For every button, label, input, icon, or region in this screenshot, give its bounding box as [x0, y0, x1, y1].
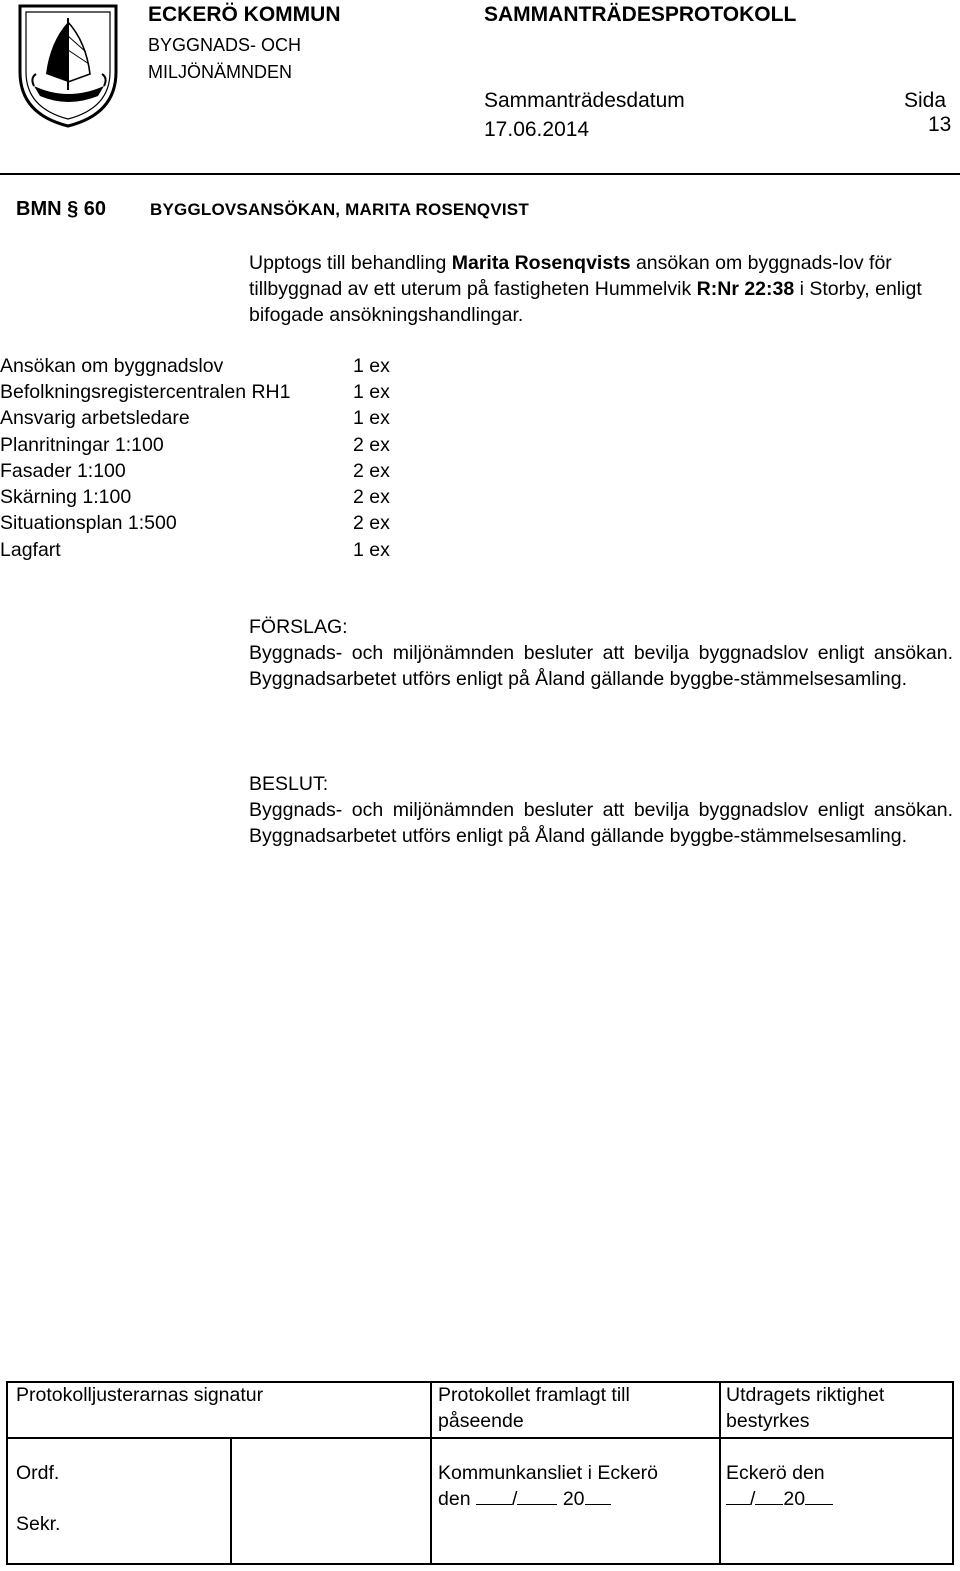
list-item: Ansökan om byggnadslov 1 ex — [0, 354, 390, 377]
board-name-line2: MILJÖNÄMNDEN — [148, 62, 293, 82]
intro-text-3: i Storby, enligt bifogade ansökningshandlingar. — [249, 278, 922, 326]
applicant-name: Marita Rosenqvists — [451, 252, 631, 274]
property-number: R:Nr 22:38 — [696, 278, 795, 300]
decision-section — [249, 771, 953, 849]
case-number: BMN § 60 — [16, 198, 107, 220]
secretary-label: Sekr. — [16, 1513, 61, 1535]
list-item: Skärning 1:100 2 ex — [0, 486, 390, 509]
decision-text: Byggnads- och miljönämnden besluter att bevilja byggnadslov enligt ansökan. Byggnadsarbetet utförs enligt på Åland gällande byggbe-stämmelsesamling. — [249, 799, 953, 847]
certification-date: / 20 — [726, 1486, 833, 1512]
proposal-section — [249, 614, 953, 692]
display-date: den / 20 — [438, 1486, 611, 1512]
chair-label: Ordf. — [16, 1462, 60, 1484]
decision-heading: BESLUT: — [249, 773, 329, 795]
document-type: SAMMANTRÄDESPROTOKOLL — [484, 3, 797, 26]
proposal-text: Byggnads- och miljönämnden besluter att bevilja byggnadslov enligt ansökan. Byggnadsarbetet utförs enligt på Åland gällande byggbe-stämmelsesamling. — [249, 642, 953, 690]
page-number: 13 — [928, 113, 952, 136]
list-item: Situationsplan 1:500 2 ex — [0, 512, 390, 535]
signature-table — [6, 1381, 954, 1565]
year-blank — [585, 1486, 611, 1505]
intro-paragraph — [249, 250, 954, 328]
table-divider — [430, 1383, 432, 1563]
list-item: Lagfart 1 ex — [0, 538, 390, 561]
intro-text-2: ansökan om byggnads-lov för tillbyggnad av ett uterum på fastigheten Hummelvik — [249, 252, 892, 300]
year-blank — [805, 1486, 833, 1505]
meeting-date-label: Sammanträdesdatum — [484, 89, 685, 112]
public-display-header: Protokollet framlagt till påseende — [438, 1384, 630, 1432]
day-blank — [476, 1486, 512, 1505]
intro-text-1: Upptogs till behandling — [249, 252, 452, 274]
municipality-name: ECKERÖ KOMMUN — [148, 3, 341, 26]
signature-header: Protokolljusterarnas signatur — [16, 1384, 264, 1406]
table-divider — [719, 1383, 721, 1563]
case-title: BYGGLOVSANSÖKAN, MARITA ROSENQVIST — [150, 200, 529, 219]
month-blank — [755, 1486, 783, 1505]
list-item: Fasader 1:100 2 ex — [0, 459, 390, 482]
certification-place: Eckerö den — [726, 1462, 825, 1484]
list-item: Planritningar 1:100 2 ex — [0, 433, 390, 456]
table-divider — [230, 1437, 232, 1563]
certification-header: Utdragets riktighet bestyrkes — [726, 1384, 885, 1432]
attachment-list — [0, 353, 420, 563]
list-item: Befolkningsregistercentralen RH1 1 ex — [0, 380, 390, 403]
board-name-line1: BYGGNADS- OCH — [148, 35, 302, 55]
month-blank — [517, 1486, 557, 1505]
page-label: Sida — [904, 89, 947, 112]
header-rule — [0, 173, 960, 175]
list-item: Ansvarig arbetsledare 1 ex — [0, 407, 390, 430]
office-location: Kommunkansliet i Eckerö — [438, 1462, 659, 1484]
viking-ship-shield-icon — [12, 2, 124, 130]
meeting-date: 17.06.2014 — [484, 118, 590, 141]
day-blank — [726, 1486, 750, 1505]
table-divider — [8, 1437, 952, 1439]
proposal-heading: FÖRSLAG: — [249, 616, 348, 638]
